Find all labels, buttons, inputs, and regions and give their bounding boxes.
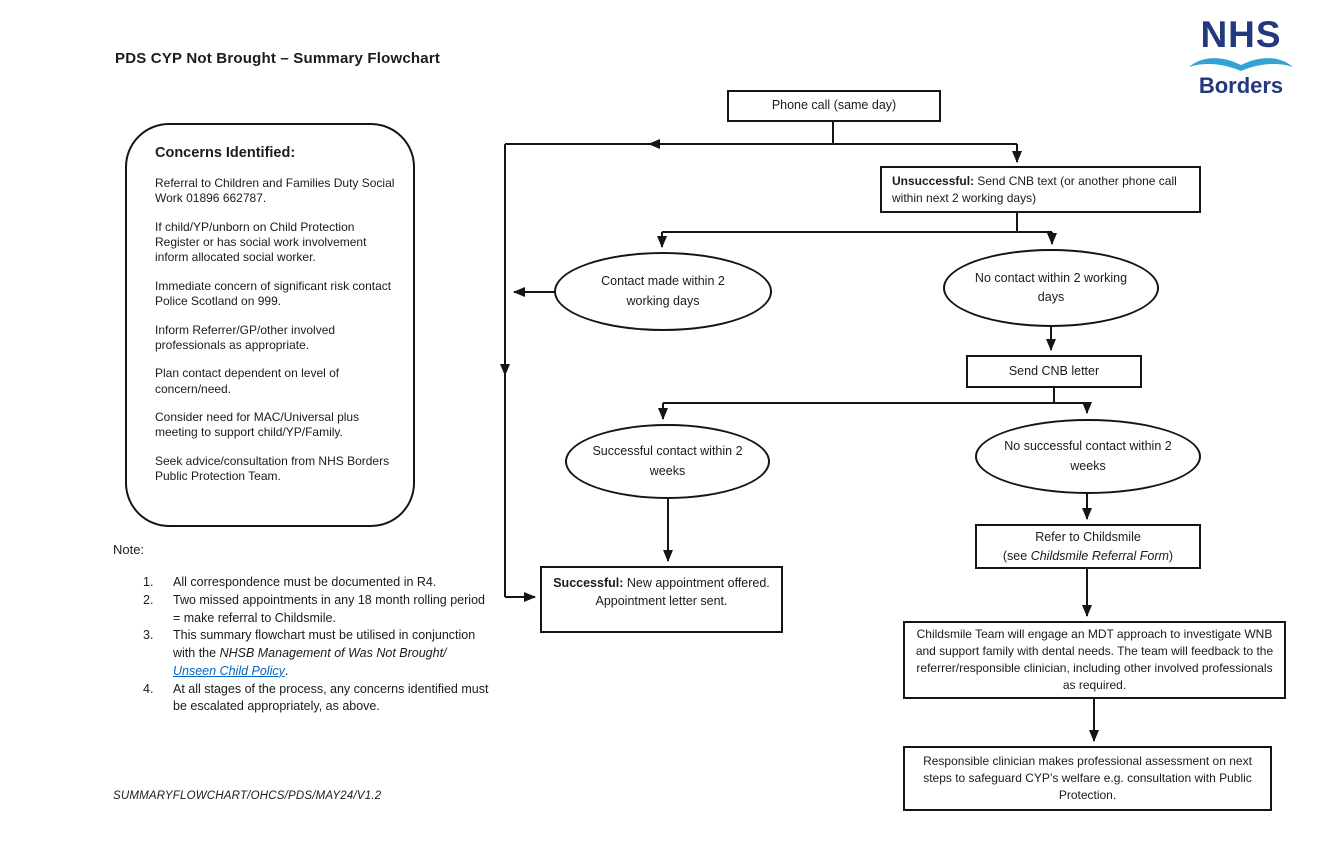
- note-heading: Note:: [113, 542, 145, 557]
- nhs-swoosh-icon: [1189, 54, 1293, 74]
- flow-node-label: Send CNB letter: [1008, 363, 1100, 378]
- note-item-3-suffix: .: [284, 663, 289, 678]
- flow-node-label: Contact made within 2 working days: [601, 274, 725, 308]
- flow-node-label: Successful contact within 2 weeks: [592, 444, 743, 478]
- unseen-child-policy-link[interactable]: Unseen Child Policy: [173, 663, 285, 678]
- flow-node-label: Childsmile Team will engage an MDT approach to investigate WNB and support family with dental needs. The team will feedback to the referrer/responsible clinician, including other involved professionals as required.: [915, 627, 1274, 692]
- note-item-text: [173, 627, 491, 680]
- flow-node-contact-made: [554, 252, 772, 331]
- concerns-identified-box: [125, 123, 415, 527]
- flow-node-no-contact: [943, 249, 1159, 327]
- note-item-2: [143, 592, 491, 628]
- flow-node-label: Phone call (same day): [771, 98, 897, 113]
- concern-item: Seek advice/consultation from NHS Borders Public Protection Team.: [155, 453, 390, 484]
- note-item-3-plain: This summary flowchart must be utilised in conjunction with the: [173, 628, 476, 660]
- flow-node-label: Refer to Childsmile: [1035, 530, 1141, 545]
- flow-node-childsmile-team-mdt: [903, 621, 1286, 699]
- flow-node-refer-to-childsmile: [975, 524, 1201, 569]
- flow-node-no-successful-contact: [975, 419, 1201, 494]
- flow-node-responsible-clinician: [903, 746, 1272, 811]
- flow-node-successful-new-appointment: [540, 566, 783, 633]
- note-item-number: 1.: [143, 575, 154, 589]
- flow-node-label: Successful: New appointment offered. Appointment letter sent.: [553, 576, 770, 608]
- document-reference: SUMMARYFLOWCHART/OHCS/PDS/MAY24/V1.2: [113, 790, 382, 802]
- note-item-4: [143, 681, 491, 717]
- note-item-text: Two missed appointments in any 18 month rolling period = make referral to Childsmile.: [173, 592, 485, 625]
- flow-node-phone-call: [727, 90, 941, 122]
- concern-item: Plan contact dependent on level of concern/need.: [155, 366, 340, 396]
- flow-node-sublabel: (see Childsmile Referral Form): [1002, 548, 1174, 563]
- flow-node-successful-contact: [565, 424, 770, 499]
- nhs-borders-logo: [1188, 16, 1294, 98]
- concern-item: Inform Referrer/GP/other involved professionals as appropriate.: [155, 322, 336, 352]
- note-item-text: At all stages of the process, any concerns identified must be escalated appropriately, as above.: [173, 681, 489, 714]
- flow-node-send-cnb-letter: [966, 355, 1142, 388]
- note-list: [143, 574, 491, 716]
- concern-item: Immediate concern of significant risk contact Police Scotland on 999.: [155, 278, 392, 309]
- nhs-borders-text: Borders: [1198, 73, 1284, 98]
- concerns-heading: Concerns Identified:: [155, 145, 296, 161]
- concern-item: If child/YP/unborn on Child Protection Register or has social work involvement inform allocated social worker.: [155, 219, 367, 265]
- concern-item: Referral to Children and Families Duty Social Work 01896 662787.: [155, 176, 395, 206]
- flow-node-unsuccessful-send-cnb-text: [880, 166, 1201, 213]
- note-item-1: [143, 574, 491, 592]
- flow-node-label: Responsible clinician makes professional assessment on next steps to safeguard CYP’s welfare e.g. consultation with Public Protection.: [923, 754, 1252, 802]
- nhs-logo-text: NHS: [1200, 14, 1282, 55]
- note-item-number: 4.: [143, 681, 154, 696]
- note-item-3-policy-title: NHSB Management of Was Not Brought/: [219, 646, 447, 660]
- note-item-3: [143, 627, 491, 680]
- note-item-number: 3.: [143, 628, 154, 643]
- page-title: PDS CYP Not Brought – Summary Flowchart: [115, 50, 441, 67]
- flow-node-label: No successful contact within 2 weeks: [1004, 439, 1172, 473]
- flow-node-label: No contact within 2 working days: [974, 270, 1128, 304]
- note-item-text: All correspondence must be documented in R4.: [173, 575, 437, 589]
- note-item-number: 2.: [143, 592, 154, 607]
- flow-node-label: Unsuccessful: Send CNB text (or another phone call within next 2 working days): [892, 173, 1177, 205]
- concern-item: Consider need for MAC/Universal plus meeting to support child/YP/Family.: [155, 409, 360, 440]
